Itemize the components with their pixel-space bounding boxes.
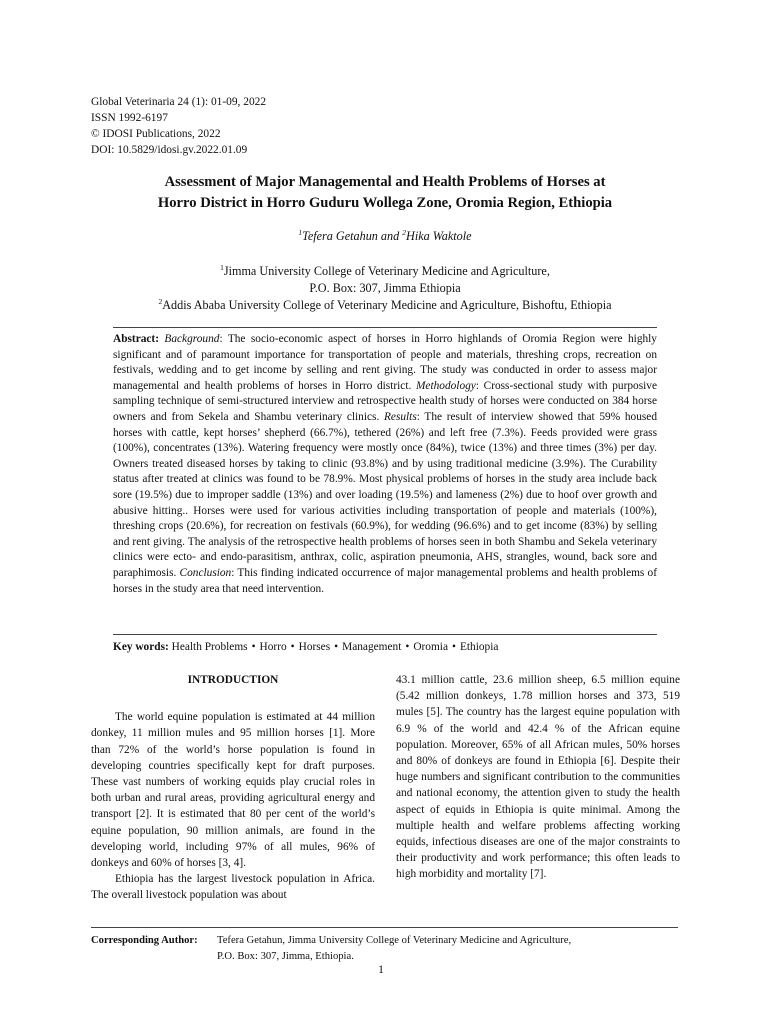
keyword-separator: • xyxy=(290,641,295,653)
abstract-bottom-rule xyxy=(113,634,657,635)
corresponding-author-line-1: Tefera Getahun, Jimma University College of Veterinary Medicine and Agriculture, xyxy=(217,935,572,946)
intro-paragraph-2: Ethiopia has the largest livestock population in Africa. The overall livestock population was about xyxy=(91,873,375,902)
abstract-top-rule xyxy=(113,327,657,328)
affiliation-1-line-1 xyxy=(95,263,675,280)
affiliation-1-line-2: P.O. Box: 307, Jimma Ethiopia xyxy=(309,281,461,295)
journal-citation: Global Veterinaria 24 (1): 01-09, 2022 xyxy=(91,96,267,108)
results-label: Results xyxy=(383,410,417,423)
corresponding-author xyxy=(91,933,691,964)
affiliation-1-name: Jimma University College of Veterinary Medicine and Agriculture, xyxy=(223,264,550,278)
title-line-2: Horro District in Horro Guduru Wollega Zone, Oromia Region, Ethiopia xyxy=(157,195,613,211)
author-2-affil-mark: 2 xyxy=(402,227,407,237)
page-number: 1 xyxy=(378,962,384,976)
author-2: Hika Waktole xyxy=(406,229,472,243)
intro-paragraph-1: The world equine population is estimated at 44 million donkey, 11 million mules and 95 million horses [1]. More than 72% of the world’s horse population is found in developing countries specifically kept for draft purposes. These vast numbers of working equids play crucial roles in both urban and rural areas, providing agricultural energy and transport [2]. It is estimated that 80 per cent of the world’s equine population, 90 million animals, are found in the developing world, including 97% of all mules, 96% of donkeys and 60% of horses [3, 4]. xyxy=(91,711,375,870)
issn: ISSN 1992-6197 xyxy=(91,112,168,124)
author-list xyxy=(95,229,675,244)
right-column xyxy=(396,672,680,883)
background-label: Background xyxy=(164,333,220,345)
left-column xyxy=(91,672,375,904)
conclusion-label: Conclusion xyxy=(179,566,232,579)
keywords-label: Key words: xyxy=(113,641,169,653)
introduction-heading: INTRODUCTION xyxy=(187,674,279,686)
keyword: Horro xyxy=(259,641,287,653)
affiliation-2-name: Addis Ababa University College of Veterinary Medicine and Agriculture, Bishoftu, Ethiopia xyxy=(162,298,612,312)
keyword: Management xyxy=(342,641,402,653)
conclusion-text: : This finding indicated occurrence of major managemental problems and health problems of horses in the study area that need intervention. xyxy=(113,566,657,595)
affiliations xyxy=(95,263,675,314)
footnote-rule xyxy=(91,927,678,928)
keyword: Horses xyxy=(298,641,331,653)
keyword: Oromia xyxy=(413,641,448,653)
title-line-1: Assessment of Major Managemental and Health Problems of Horses at xyxy=(164,174,606,190)
keyword: Ethiopia xyxy=(459,641,499,653)
abstract xyxy=(113,332,657,597)
keyword: Health Problems xyxy=(171,641,248,653)
affiliation-1-mark: 1 xyxy=(220,262,224,272)
intro-paragraph-3: 43.1 million cattle, 23.6 million sheep, 6.5 million equine (5.42 million donkeys, 1.78 million horses and 373, 519 mules [5]. The country has the largest equine population with 6.9 % of the world and 42.4 % of the African equine population. Moreover, 65% of all African mules, 50% horses and 80% of donkeys are found in Ethiopia [6]. Despite their huge numbers and significant contribution to the communities and national economy, the attention given to study the health aspect of equids in Ethiopia is quite minimal. Among the multiple health and welfare problems affecting working equids, infectious diseases are one of the major constraints to their productivity and work performance; this often leads to high morbidity and mortality [7]. xyxy=(396,674,680,881)
keywords xyxy=(113,641,673,653)
methodology-text: : Cross-sectional study with purposive sampling technique of semi-structured interview and retrospective health study of horses were conducted on 384 horse owners and from Sekela and Shambu veterinary clinics. xyxy=(113,379,657,423)
keyword-separator: • xyxy=(251,641,256,653)
author-1: Tefera Getahun and xyxy=(302,229,403,243)
corresponding-author-line-2: P.O. Box: 307, Jimma, Ethiopia. xyxy=(217,950,354,962)
paper-title xyxy=(95,172,675,214)
journal-meta xyxy=(91,94,266,158)
affiliation-2-mark: 2 xyxy=(158,296,163,306)
background-text: : The socio-economic aspect of horses in Horro highlands of Oromia Region were highly significant and of paramount importance for transportation of people and materials, threshing crops, recreation on festivals, wedding and to get income by selling and rent giving. The study was conducted in order to assess major managemental and health problems of horses in Horro district. xyxy=(113,333,657,392)
abstract-label: Abstract: xyxy=(113,333,159,345)
corresponding-author-label: Corresponding Author: xyxy=(91,935,198,946)
results-text: : The result of interview showed that 59% housed horses with cattle, kept horses’ shepherd (66.7%), tethered (26%) and left free (7.3%). Feeds provided were grass (100%), concentrates (13%). Watering frequency were mostly once (84%), twice (13%) and three times (3%) per day. Owners treated diseased horses by taking to clinic (93.8%) and by using traditional medicine (3.9%). The Curability status after treated at clinics was found to be 78.9%. Most physical problems of horses in the study area include back sore (19.5%) due to improper saddle (13%) and over loading (19.5%) and lameness (2%) due to hoof over growth and abusive hitting.. Horses were used for various activities including transportation of people and materials (100%), threshing crops (20.6%), for recreation on festivals (60.9%), for wedding (96.6%) and to get income (83%) by selling and rent giving. The analysis of the retrospective health problems of horses seen in both Shambu and Sekela veterinary clinics were ecto- and endo-parasitism, anthrax, colic, aspiration pneumonia, AHS, strangles, wound, back sore and paraphimosis. xyxy=(113,410,657,579)
doi: DOI: 10.5829/idosi.gv.2022.01.09 xyxy=(91,144,248,156)
methodology-label: Methodology xyxy=(415,379,476,392)
author-1-affil-mark: 1 xyxy=(298,227,303,237)
keyword-separator: • xyxy=(451,641,456,653)
keyword-separator: • xyxy=(334,641,339,653)
copyright: © IDOSI Publications, 2022 xyxy=(91,128,221,140)
keyword-separator: • xyxy=(405,641,410,653)
affiliation-2 xyxy=(95,297,675,314)
